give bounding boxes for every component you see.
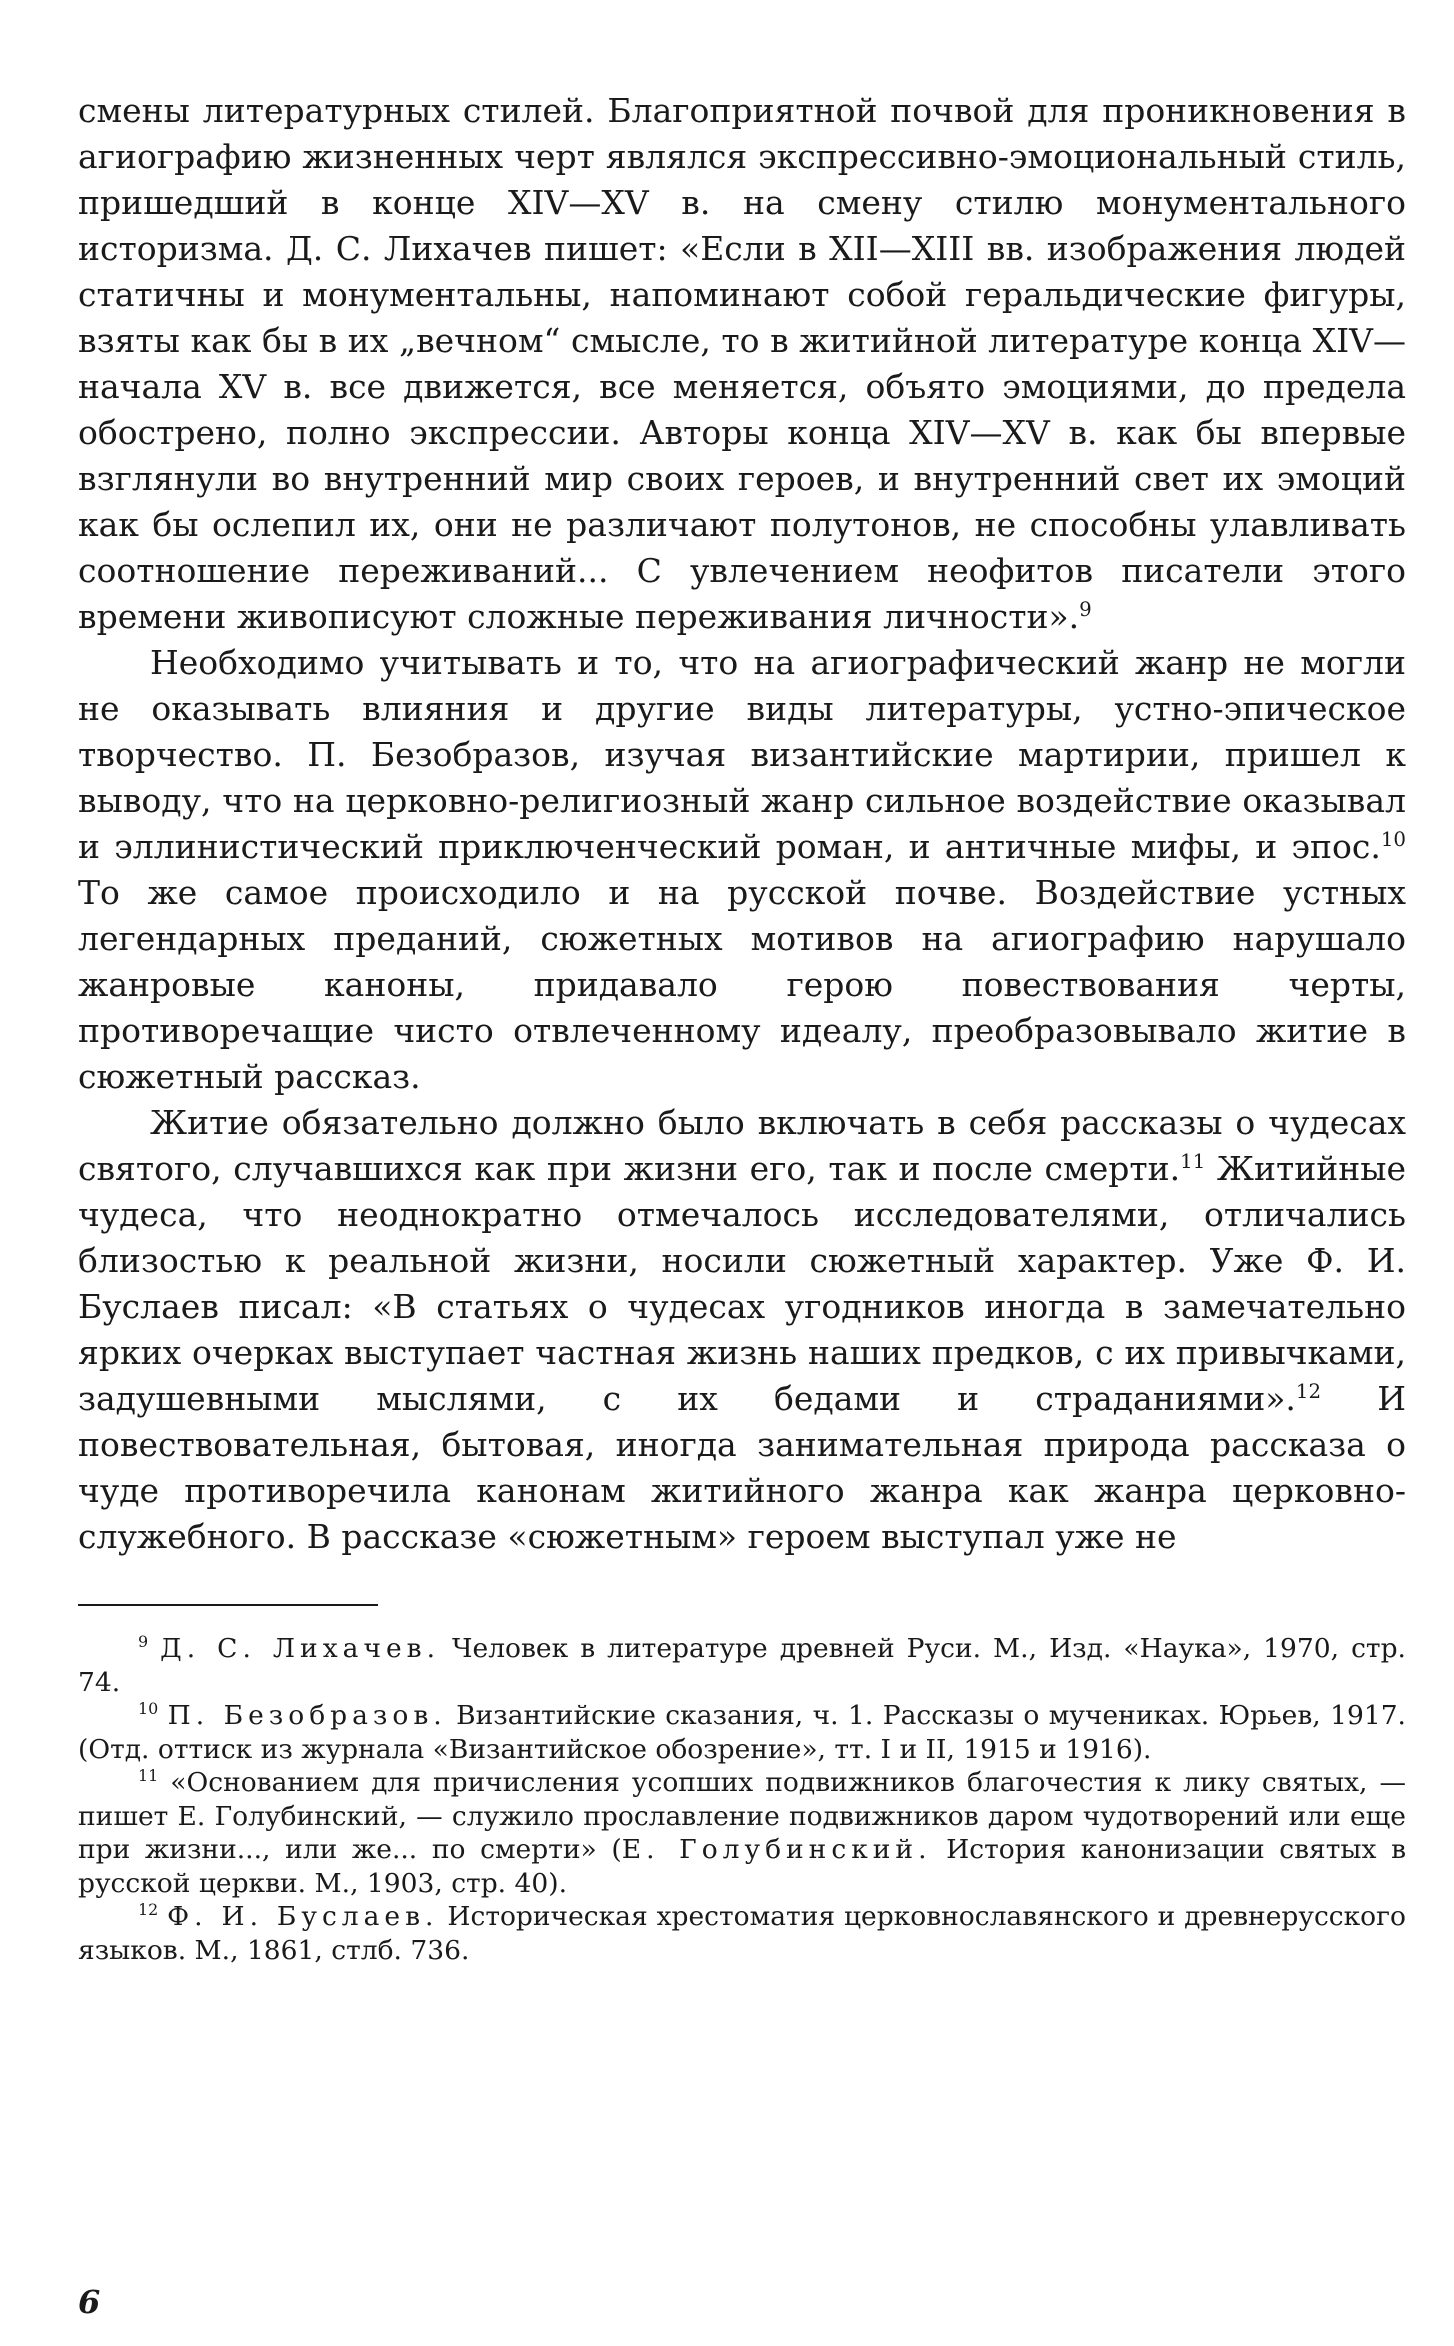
paragraph-2 [78,640,1406,1100]
footnote-10-author: П. Безобразов. [167,1700,447,1731]
footnote-divider [78,1604,378,1606]
footnotes [78,1632,1406,1967]
paragraph-3 [78,1100,1406,1560]
footnote-ref-12: 12 [1295,1380,1322,1403]
footnote-9-text: Человек в литературе древней Руси. М., Изд. «Наука», 1970, стр. 74. [78,1633,1406,1698]
paragraph-3-text-a: Житие обязательно должно было включать в себя рассказы о чудесах святого, случавшихся как при жизни его, так и после смерти. [78,1103,1406,1188]
footnote-11-text-a: «Основанием для причисления усопших подвижников благочестия к лику святых, — пишет Е. Голубинский, — служило прославление подвижников даром чудотворений или еще при жизни..., или же... по смерти» ( [78,1767,1406,1865]
footnote-12 [78,1900,1406,1967]
footnote-10 [78,1699,1406,1766]
footnote-ref-9: 9 [1079,598,1092,621]
footnote-12-author: Ф. И. Буслаев. [167,1901,439,1932]
footnote-9-author: Д. С. Лихачев. [160,1633,440,1664]
page-number: 6 [78,2283,101,2321]
footnote-11-text-b: История канонизации святых в русской церкви. М., 1903, стр. 40). [78,1834,1406,1899]
footnote-9-number: 9 [138,1632,149,1652]
paragraph-2-text-b: То же самое происходило и на русской почве. Воздействие устных легендарных преданий, сюжетных мотивов на агиографию нарушало жанровые каноны, придавало герою повествования черты, противоречащие чисто отвлеченному идеалу, преобразовывало житие в сюжетный рассказ. [78,873,1406,1096]
footnote-12-text: Историческая хрестоматия церковнославянского и древнерусского языков. М., 1861, стлб. 736. [78,1901,1406,1966]
footnote-ref-11: 11 [1180,1150,1206,1173]
footnote-10-number: 10 [138,1699,159,1719]
footnote-11 [78,1766,1406,1900]
paragraph-1 [78,88,1406,640]
footnote-11-author: Е. Голубинский. [621,1834,932,1865]
paragraph-3-text-c: И повествовательная, бытовая, иногда занимательная природа рассказа о чуде противоречила канонам житийного жанра как жанра церковно-служебного. В рассказе «сюжетным» героем выступал уже не [78,1379,1406,1556]
footnote-10-text: Византийские сказания, ч. 1. Рассказы о мучениках. Юрьев, 1917. (Отд. оттиск из журнала «Византийское обозрение», тт. I и II, 1915 и 1916). [78,1700,1406,1765]
main-text [78,88,1406,1560]
paragraph-2-text-a: Необходимо учитывать и то, что на агиографический жанр не могли не оказывать влияния и другие виды литературы, устно-эпическое творчество. П. Безобразов, изучая византийские мартирии, пришел к выводу, что на церковно-религиозный жанр сильное воздействие оказывал и эллинистический приключенческий роман, и античные мифы, и эпос. [78,643,1406,866]
paragraph-3-text-b: Житийные чудеса, что неоднократно отмечалось исследователями, отличались близостью к реальной жизни, носили сюжетный характер. Уже Ф. И. Буслаев писал: «В статьях о чудесах угодников иногда в замечательно ярких очерках выступает частная жизнь наших предков, с их привычками, задушевными мыслями, с их бедами и страданиями». [78,1149,1406,1418]
book-page [78,88,1406,2321]
footnote-12-number: 12 [138,1900,159,1920]
footnote-9 [78,1632,1406,1699]
paragraph-1-text: смены литературных стилей. Благоприятной почвой для проникновения в агиографию жизненных черт являлся экспрессивно-эмоциональный стиль, пришедший в конце XIV—XV в. на смену стилю монументального историзма. Д. С. Лихачев пишет: «Если в XII—XIII вв. изображения людей статичны и монументальны, напоминают собой геральдические фигуры, взяты как бы в их „вечном“ смысле, то в житийной литературе конца XIV—начала XV в. все движется, все меняется, объято эмоциями, до предела обострено, полно экспрессии. Авторы конца XIV—XV в. как бы впервые взглянули во внутренний мир своих героев, и внутренний свет их эмоций как бы ослепил их, они не различают полутонов, не способны улавливать соотношение переживаний... С увлечением неофитов писатели этого времени живописуют сложные переживания личности». [78,91,1406,636]
footnote-ref-10: 10 [1380,828,1406,851]
footnote-11-number: 11 [138,1766,159,1786]
